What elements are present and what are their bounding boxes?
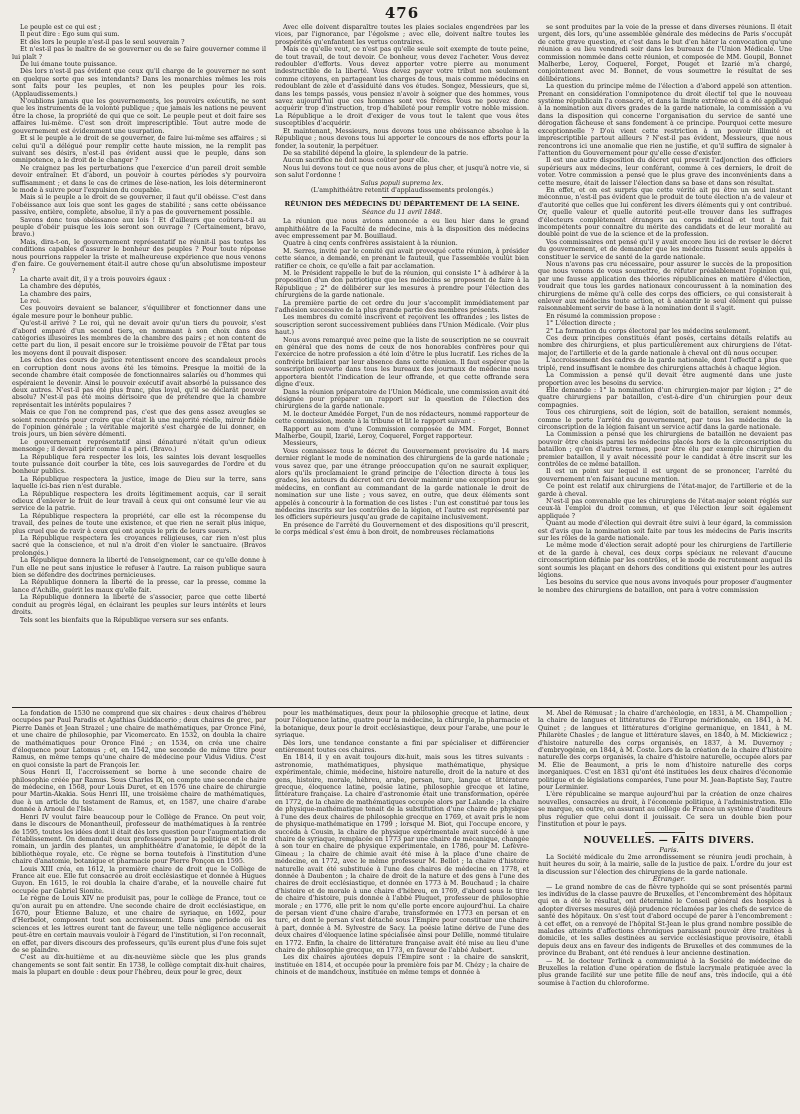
paragraph: se sont produites par la voie de la presse et dans diverses réunions. Il était urgent, dès lors, qu'une assemblée générale des médecins de Paris s'occupât de cette grave question, et c'est dans le but d'en hâter la convocation qu'une réunion a eu lieu vendredi soir dans les bureaux de l'Union Médicale. Une commission nommée dans cette réunion, et composée de MM. Goupil, Bonnet Malherbe, Leroy, Coquerel, Forget, Pouget et Izarié m'a chargé, conjointement avec M. Bonnet, de vous soumettre le résultat de ses délibérations. (538, 24, 792, 83)
paragraph: La République fera respecter les lois, les saintes lois devant lesquelles toute puissance doit courber la tête, ces lois sauvegardes de l'ordre et du bonheur publics. (12, 453, 266, 476)
paragraph: M. le Président rappelle le but de la réunion, qui consiste 1° à adhérer à la proposition d'un don patriotique que les médecins se proposent de faire à la République ; 2° de délibérer sur les mesures à prendre pour l'élection des chirurgiens de la garde nationale. (275, 270, 529, 300)
paragraph: Mais si le peuple a le droit de se gouverner, il faut qu'il obéisse. C'est dans l'obéissance aux lois que sont les gages de stabilité ; sans cette obéissance passive, entière, complète, absolue, il n'y a pas de gouvernement possible. (12, 194, 266, 217)
paragraph: La République respectera la propriété, car elle est la récompense du travail, des peines de toute une existence, et que rien ne serait plus inique, plus cruel que de ravir à ceux qui ont acquis le prix de leurs sueurs. (12, 512, 266, 535)
paragraph: La République donnera la liberté de l'enseignement, car ce qu'elle donne à l'un elle ne peut sans injustice le refuser à l'autre. La raison publique saura bien se défendre des doctrines pernicieuses. (12, 557, 266, 580)
paragraph: De sa stabilité dépend la gloire, la splendeur de la patrie. (283, 149, 469, 157)
divider (645, 832, 685, 833)
paragraph: pour les mathématiques, deux pour la philosophie grecque et latine, deux pour l'éloquence latine, quatre pour la médecine, la chirurgie, la pharmacie et la botanique, deux pour le droit ecclésiastique, deux pour l'arabe, une pour le syriaque. (275, 710, 529, 740)
top-section (12, 24, 792, 704)
paragraph: La chambre des députés, (20, 283, 101, 291)
paragraph: Ne craignez pas les perturbations que l'exercice d'un pareil droit semble devoir entraîner. Et d'abord, un pouvoir à courtes périodes s'y pourvoira suffisamment ; et dans le cas de crimes de lèse-nation, les lois détermineront le mode à suivre pour l'expulsion du coupable. (12, 164, 266, 194)
divider (382, 197, 422, 198)
paragraph: — M. le docteur Terlinck a communiqué à la Société de médecine de Bruxelles la relation d'une opération de fistule lacrymale pratiquée avec la plus grande facilité sur une petite fille de neuf ans, très indocile, qui a été soumise à l'action du chloroforme. (538, 957, 792, 987)
paragraph: Vos commissaires ont pensé qu'il y avait encore lieu ici de reviser le décret du gouvernement, et de demander que les médecins fussent seuls appelés à constituer le service de santé de la garde nationale. (538, 238, 792, 261)
paragraph: Et maintenant, Messieurs, nous devons tous une obéissance absolue à la République ; nous devons tous lui apporter le concours de nos efforts pour la fonder, la soutenir, la perpétuer. (275, 127, 529, 150)
paragraph: Nous avons remarqué avec peine que la liste de souscription ne se couvrait en général que des noms de ceux de nos honorables confrères pour qui l'exercice de notre profession a été loin d'être le plus lucratif. Les riches de la confrérie brillaient par leur absence dans cette réunion. Il faut espérer que la souscription ouverte dans tous les bureaux des journaux de médecine nous apportera bientôt l'indication de leur offrande, et que cette offrande sera digne d'eux. (275, 336, 529, 389)
paragraph: En présence de l'arrêté du Gouvernement et des dispositions qu'il prescrit, le corps médical s'est ému à bon droit, de nombreuses réclamations (275, 521, 529, 537)
paragraph: Mais, dira-t-on, le gouvernement représentatif ne réunit-il pas toutes les conditions capables d'assurer le bonheur des peuples ? Pour toute réponse nous pourrions rappeler la triste et malheureuse expérience que nous venons d'en faire. Ce gouvernement était-il autre chose qu'un absolutisme imposteur ? (12, 238, 266, 276)
paragraph: L'accroissement des cadres de la garde nationale, dont l'effectif a plus que triplé, rend insuffisant le nombre des chirurgiens attachés à chaque légion. (538, 357, 792, 372)
bottom-column-2 (275, 710, 529, 1114)
paragraph: La réunion que nous avions annoncée a eu lieu hier dans le grand amphithéâtre de la Faculté de médecine, mis à la disposition des médecins avec empressement par M. Bouillaud. (275, 218, 529, 240)
paragraph: Les membres du comité inscrivent et reçoivent les offrandes ; les listes de souscription seront successivement publiées dans l'Union Médicale. (Voir plus haut.) (275, 314, 529, 337)
paragraph: La Commission a pensé que les chirurgiens de bataillon ne devaient pas pouvoir être choisis parmi les médecins placés hors de la circonscription du bataillon ; qu'en d'autres termes, pour être élu par exemple chirurgien du premier bataillon, il y avait nécessité pour le candidat à être inscrit sur les contrôles de ce même bataillon. (538, 431, 792, 468)
paragraph: Les besoins du service que nous avons invoqués pour proposer d'augmenter le nombre des chirurgiens de bataillon, ont para à votre commission (538, 579, 792, 594)
paragraph: Les dix chaires ajoutées depuis l'Empire sont : la chaire de sanskrit, instituée en 1814, et occupée pour la première fois par M. Chézy ; la chaire de chinois et de mandchoux, instituée en même temps et donnée à (275, 954, 529, 977)
paragraph: La République respectera les droits légitimement acquis, car il serait odieux d'enlever le fruit de leur travail à ceux qui ont consumé leur vie au service de la patrie. (12, 490, 266, 513)
paragraph: M. Abel de Rémusat ; la chaire d'archéologie, en 1831, à M. Champollion ; la chaire de langues et littératures de l'Europe méridionale, en 1841, à M. Quinet ; de langues et littératures d'origine germanique, en 1841, à M. Philarète Chasles ; de langue et littérature slaves, en 1840, à M. Mickiewicz ; d'histoire naturelle des corps organisés, en 1837, à M. Duvernoy ; d'embryogénie, en 1844, à M. Coste. Lors de la création de la chaire d'histoire naturelle des corps organisés, la chaire d'histoire naturelle, occupée alors par M. Élie de Beaumont, a pris le nom d'histoire naturelle des corps inorganiques. C'est en 1831 qu'ont été instituées les deux chaires d'économie politique et de législations comparées, l'une pour M. Jean-Baptiste Say, l'autre pour Lerminier. (538, 710, 792, 792)
paragraph: De lui émane toute puissance. (20, 61, 118, 69)
paragraph: Le gouvernement représentatif ainsi dénaturé n'était qu'un odieux mensonge ; il devait périr comme il a péri. (Bravo.) (12, 438, 266, 454)
paragraph: Dès lors, une tendance constante a fini par spécialiser et différencier entièrement toutes ces chaires. (275, 739, 529, 755)
paragraph: Nous lui devons tout ce que nous avons de plus cher, et jusqu'à notre vie, si son salut l'ordonne ! (275, 164, 529, 180)
page-number: 476 (384, 4, 420, 22)
paragraph: 1° L'élection directe ; (546, 320, 616, 328)
paragraph: Aucun sacrifice ne doit nous coûter pour elle. (283, 157, 430, 165)
paragraph: N'oublions jamais que les gouvernements, les pouvoirs exécutifs, ne sont que les instruments de la volonté publique ; que jamais les nations ne peuvent être la chose, la propriété de qui que ce soit. Le peuple peut et doit faire ses affaires lui-même. C'est son droit imprescriptible. Tout autre mode de gouvernement est évidemment une usurpation. (12, 98, 266, 135)
paragraph: La République respectera les croyances religieuses, car rien n'est plus sacré que la conscience, et nul n'a droit d'en violer le sanctuaire. (Bravos prolongés.) (12, 535, 266, 557)
paragraph: Mais ce que l'on ne comprend pas, c'est que des gens assez aveugles se soient rencontrés pour croire que c'était là une majorité réelle, miroir fidèle de l'opinion générale ; la véritable majorité s'est chargée de lui donner, en trois jours, un bien sévère démenti. (12, 409, 266, 439)
paragraph: M. le docteur Amédée Forget, l'un de nos rédacteurs, nommé rapporteur de cette commission, monte à la tribune et lit le rapport suivant : (275, 410, 529, 426)
paragraph: Louis XIII créa, en 1612, la première chaire de droit que le Collège de France ait eue. Elle fut consacrée au droit ecclésiastique et donnée à Hugues Guyon. En 1615, le roi doubla la chaire d'arabe, et la nouvelle chaire fut occupée par Gabriel Sionite. (12, 865, 266, 895)
paragraph: Mais ce qu'elle veut, ce n'est pas qu'elle seule soit exempte de toute peine, de tout travail, de tout devoir. Ce bonheur, vous devez l'acheter. Vous devez redoubler d'efforts. Vous devez apporter votre pierre au monument indestructible de la liberté. Vous devez payer votre tribut non seulement comme citoyens, en partageant les charges de tous, mais comme médecins en redoublant de zèle et d'assiduité dans vos études. Songez, Messieurs, que si, dans les temps passés, vous pensiez n'avoir à soigner que des hommes, vous savez aujourd'hui que ces hommes sont vos frères. Vous ne pouvez donc acquérir trop d'instruction, trop d'habileté pour remplir votre noble mission. La République a le droit d'exiger de vous tout le talent que vous êtes susceptibles d'acquérir. (275, 46, 529, 128)
paragraph: Le peuple est ce qui est ; (20, 24, 101, 31)
paragraph: Elle demande : 1° la nomination d'un chirurgien-major par légion ; 2° de quatre chirurgiens par bataillon, c'est-à-dire d'un chirurgien pour deux compagnies. (538, 386, 792, 409)
paragraph: La République respectera la justice, image de Dieu sur la terre, sans laquelle ici-bas rien n'est durable. (12, 475, 266, 491)
paragraph: Et dès lors le peuple n'est-il pas le seul souverain ? (20, 38, 185, 46)
top-column-1 (12, 24, 266, 704)
paragraph: La question du principe même de l'élection a d'abord appelé son attention. Prenant en considération l'omnipotence du droit électif tel que le nouveau système républicain l'a consacré, et dans la limite extrême où il a été appliqué à la nomination aux divers grades de la garde nationale, la commission a vu dans la disposition qui concerne l'organisation du service de santé une dérogation fâcheuse et sans fondement à ce principe. Pourquoi cette mesure exceptionnelle ? D'où vient cette restriction à un pouvoir illimité et imprescriptible partout ailleurs ? N'est-il pas évident, Messieurs, que nous rencontrons ici une anomalie que rien ne justifie, et qu'il suffira de signaler à l'attention du Gouvernement pour qu'elle cesse d'exister. (538, 83, 792, 157)
paragraph: Quatre à cinq cents confrères assistaient à la réunion. (283, 240, 458, 248)
news-title: NOUVELLES. — FAITS DIVERS. (583, 835, 755, 846)
paragraph: Et n'est-il pas le maître de se gouverner ou de se faire gouverner comme il lui plaît ? (12, 46, 266, 61)
paragraph: La chambre des pairs, (20, 290, 92, 298)
paragraph: Ces deux principes constitués étant posés, certains détails relatifs au nombre des chirurgiens, et plus particulièrement aux chirurgiens de l'état-major, de l'artillerie et de la garde nationale à cheval ont dû nous occuper. (538, 335, 792, 357)
paragraph: Il peut dire : Ego sum qui sum. (20, 31, 120, 39)
paragraph: L'ère républicaine se marque aujourd'hui par la création de onze chaires nouvelles, consacrées au droit, à l'économie politique, à l'administration. Elle se marque, en outre, en assurant au collège de France un système d'auditeurs plus régulier que celui dont il jouissait. Ce sera un double bien pour l'institution et pour le pays. (538, 791, 792, 829)
meeting-date: Séance du 11 avril 1848. (361, 208, 443, 216)
paragraph: Ce point est relatif aux chirurgiens de l'état-major, de l'artillerie et de la garde à cheval. (538, 483, 792, 498)
paragraph: Nous n'avons pas cru nécessaire, pour assurer le succès de la proposition que nous venons de vous soumettre, de réfuter préalablement l'opinion qui, par une fausse application des théories républicaines en matière d'élection, voudrait que tous les gardes nationaux concourussent à la nomination des chirurgiens de même qu'à celle des corps des officiers, ce qui consisterait à enlever aux médecins toute action, et à anéantir le seul élément qui puisse raisonnablement servir de base à la nomination dont il s'agit. (538, 261, 792, 313)
paragraph: La première partie de cet ordre du jour s'accomplit immédiatement par l'adhésion successive de la plus grande partie des membres présents. (275, 299, 529, 315)
top-column-2 (275, 24, 529, 704)
paragraph: Le roi. (20, 298, 41, 306)
bottom-section (12, 710, 792, 1114)
paragraph: Tous ces chirurgiens, soit de légion, soit de bataillon, seraient nommés, comme le porte l'arrêté du gouvernement, par tous les médecins de la circonscription de la légion faisant un service actif dans la garde nationale. (538, 409, 792, 431)
paragraph: Les échos des cours de justice retentissent encore des scandaleux procès en corruption dont nous avons été les témoins. Presque la moitié de la seconde chambre était composée de fonctionnaires salariés ou d'hommes qui espéraient le devenir. Ainsi le pouvoir exécutif avait absorbé la puissance des deux autres. N'est-il pas été plus franc, plus loyal, qu'il se déclarât pouvoir absolu? N'est-il pas été moins dérisoire que de prétendre que la chambre représentait les intérêts populaires ? (12, 357, 266, 409)
paragraph: La République donnera la liberté de la presse, car la presse, comme la lance d'Achille, guérit les maux qu'elle fait. (12, 579, 266, 594)
paragraph: Dès lors n'est-il pas évident que ceux qu'il charge de le gouverner ne sont en quelque sorte que ses intendants? Dans les monarchies mêmes les rois sont faits pour les peuples, et non les peuples pour les rois. (Applaudissements.) (12, 68, 266, 98)
bottom-column-1 (12, 710, 266, 1114)
paragraph: La charte avait dit, il y a trois pouvoirs égaux : (20, 275, 171, 283)
paragraph: Le même mode d'élection serait adopté pour les chirurgiens de l'artillerie et de la garde à cheval, ces deux corps spéciaux ne relevant d'aucune circonscription définie par les contrôles, et le mode de recrutement auquel ils sont soumis les plaçant en dehors des conditions qui existent pour les autres légions. (538, 542, 792, 580)
paragraph: C'est au dix-huitième et au dix-neuvième siècle que les plus grands changements se sont fait sentir. En 1738, le collège comptait dix-huit chaires, mais la plupart en double : deux pour l'hébreu, deux pour le grec, deux (12, 954, 266, 977)
bottom-column-3 (538, 710, 792, 1114)
paragraph: Tels sont les bienfaits que la République versera sur ses enfants. (20, 616, 229, 624)
paragraph: Messieurs, (283, 440, 318, 448)
paragraph: Qu'est-il arrivé ? Le roi, qui ne devait avoir qu'un tiers du pouvoir, s'est d'abord emparé d'un second tiers, en nommant à son choix dans des catégories illusoires les membres de la chambre des pairs ; et non content de cette part du lion, il pesait encore sur le troisième pouvoir de l'État par tous les moyens dont il pouvait disposer. (12, 320, 266, 357)
paragraph: Il est un point sur lequel il est urgent de se prononcer, l'arrêté du gouvernement n'en faisant aucune mention. (538, 468, 792, 483)
motto: Salus populi suprema lex. (360, 179, 444, 187)
paragraph: Dans la réunion préparatoire de l'Union Médicale, une commission avait été désignée pour préparer un rapport sur la question de l'élection des chirurgiens de la garde nationale. (275, 388, 529, 411)
section-divider (12, 707, 792, 708)
paragraph: Henri IV voulut faire beaucoup pour le Collège de France. On peut voir, dans le discours de Monantheuil, professeur de mathématiques à la rentrée de 1595, toutes les idées dont il était dès lors question pour l'augmentation de l'établissement. On demandait deux professeurs pour la politique et le droit romain, un jardin des plantes, un amphithéâtre d'anatomie, le dépôt de la bibliothèque royale, etc. Ce règne se borna toutefois à l'institution d'une chaire d'anatomie, botanique et pharmacie pour Pierre Ponçon en 1595. (12, 813, 266, 866)
paragraph: — Le grand nombre de cas de fièvre typhoïde qui se sont présentés parmi les individus de la classe pauvre de Bruxelles, et l'encombrement des hôpitaux qui en a été le résultat, ont déterminé le Conseil général des hospices à adopter diverses mesures déjà prudence réclamées par les chefs de service de santé des hôpitaux. On s'est tout d'abord occupé de parer à l'encombrement : à cet effet, on a renvoyé de l'hôpital St-Jean le plus grand nombre possible de malades atteints d'affections chroniques paraissant pouvoir être traitées à domicile, et les salles destinées au service ecclésiastique provisoire, établi depuis deux ans en faveur des indigents de Bruxelles et des communes de la province du Brabant, ont été rendues à leur ancienne destination. (538, 883, 792, 958)
paragraph: La fondation de 1530 ne comprend que six chaires : deux chaires d'hébreu occupées par Paul Paradis et Agathias Guiddacerio ; deux chaires de grec, par Pierre Danès et Jean Strazel ; une chaire de mathématiques, par Oronce Finé, et une chaire de philosophie, par Vicomercato. En 1532, on doubla la chaire de mathématiques pour Oronce Finé ; en 1534, on créa une chaire d'éloquence pour Latomus ; et, en 1542, une seconde de même titre pour Ramus, en même temps qu'une chaire de médecine pour Vidus Vidius. C'est en quoi consiste la part de François Ier. (12, 710, 266, 769)
paragraph: Vous connaissez tous le décret du Gouvernement provisoire du 14 mars dernier réglant le mode de nomination des chirurgiens de la garde nationale ; vous savez que, par une étrange préoccupation qu'on ne saurait expliquer, alors qu'ils proclamaient le grand principe de l'élection directe à tous les grades, les auteurs du décret ont cru devoir maintenir une exception pour les médecins, en confiant au commandant de la garde nationale le droit de nomination sur une liste ; vous savez, en outre, que deux éléments sont appelés à concourir à la formation de ces listes : l'un est constitué par tous les médecins inscrits sur les contrôles de la légion, et l'autre est représenté par les officiers supérieurs jusqu'au grade de capitaine inclusivement. (275, 447, 529, 522)
paragraph: En résumé la commission propose : (546, 312, 661, 320)
paragraph: Ces pouvoirs devaient se balancer, s'équilibrer et fonctionner dans une égale mesure pour le bonheur public. (12, 305, 266, 320)
paragraph: La Commission a pensé qu'il devait être augmenté dans une juste proportion avec les besoins du service. (538, 372, 792, 387)
paragraph: Et si le peuple a le droit de se gouverner, de faire lui-même ses affaires ; si celui qu'il a délégué pour remplir cette haute mission, ne la remplit pas suivant ses désirs, n'est-il pas évident aussi que le peuple, dans son omnipotence, a le droit de le changer ? (12, 135, 266, 165)
paragraph: N'est-il pas convenable que les chirurgiens de l'état-major soient réglés sur ceux-là l'emploi du droit commun, et que l'élection leur soit également appliquée ? (538, 498, 792, 520)
paragraph: Avec elle doivent disparaître toutes les plaies sociales engendrées par les vices, par l'ignorance, par l'égoïsme ; avec elle, doivent naître toutes les prospérités qu'enfantent les vertus contraires. (275, 24, 529, 46)
paragraph: En effet, et on est surpris que cette vérité ait pu être un seul instant méconnue, n'est-il pas évident que le produit de toute élection n'a de valeur et d'autorité que celles que lui confèrent les divers éléments qui y ont contribué. Or, quelle valeur et quelle autorité peut-elle trouver dans les suffrages d'électeurs complètement étrangers au corps médical et tout à fait incompétents pour connaître du mérite des candidats et de leur moralité au double point de vue de la science et de la profession. (538, 186, 792, 239)
paris-label: Paris. (659, 845, 679, 854)
paragraph: En 1814, il y en avait toujours dix-huit, mais sous les titres suivants : astronomie, mathématiques, physique mathématique, physique expérimentale, chimie, médecine, histoire naturelle, droit de la nature et des gens, histoire, morale, hébreu, arabe, persan, turc, langue et littérature grecque, éloquence latine, poésie latine, philosophie grecque et latine, littérature française. La chaire d'astronomie était une transformation, opérée en 1772, de la chaire de mathématiques occupée alors par Lalande ; la chaire de physique-mathématique tenait de la substitution d'une chaire de physique à l'une des deux chaires de philosophie grecque en 1769, et avait pris le nom de physique-mathématique en 1799 ; lorsque M. Biot, qui l'occupe encore, y succéda à Cousin, la chaire de physique expérimentale avait succédé à une chaire de syriaque, remplacée en 1773 par une chaire de mécanique, changée à son tour en chaire de physique expérimentale, en 1786, pour M. Lefèvre-Gineau ; la chaire de chimie avait été mise à la place d'une chaire de médecine, en 1772, avec le même professeur M. Bellot ; la chaire d'histoire naturelle avait été substituée à l'une des chaires de médecine en 1778, et donnée à Daubenton ; la chaire de droit de la nature et des gens à l'une des chaires de droit ecclésiastique, et donnée en 1773 à M. Bouchaud ; la chaire d'histoire et de morale à une chaire d'hébreu, en 1769, d'abord sous le titre de chaire d'histoire, puis donnée à l'abbé Pluquet, professeur de philosophie morale ; en 1776, elle prit le nom qu'elle porte encore aujourd'hui. La chaire de persan vient d'une chaire d'arabe, transformée en 1773 en persan et en turc, et dont le persan s'est détaché sous l'Empire pour constituer une chaire à part, donnée à M. Sylvestre de Sacy. La poésie latine dérive de l'une des deux chaires d'éloquence latine spécialisée ainsi pour Delille, nommé titulaire en 1772. Enfin, la chaire de littérature française avait été mise au lieu d'une chaire de philosophie grecque, en 1773, en faveur de l'abbé Aubert. (275, 754, 529, 954)
paragraph: Il est une autre disposition du décret qui prescrit l'adjonction des officiers supérieurs aux médecins, leur conférant, comme à ces derniers, le droit de voter. Votre commission a pensé que le plus grave des inconvénients dans a cette mesure, était de laisser l'élection dans sa base et dans son résultat. (538, 157, 792, 187)
foreign-label: Étranger. (652, 875, 686, 884)
meeting-title: RÉUNION DES MÉDECINS DU DÉPARTEMENT DE LA SEINE. (284, 200, 520, 209)
top-column-3 (538, 24, 792, 704)
paragraph: Sous Henri II, l'accroissement se borne à une seconde chaire de philosophie créée par Ramus. Sous Charles IX, on compte une seconde chaire de médecine, en 1568, pour Louis Duret, et en 1576 une chaire de chirurgie pour Martin-Akakia. Sous Henri III, une troisième chaire de mathématiques, due à un article du testament de Ramus, et, en 1587, une chaire d'arabe donnée à Arnoul de l'Isle. (12, 769, 266, 814)
paragraph: M. Serres, invité par le comité qui avait provoqué cette réunion, à présider cette séance, a demandé, en prenant le fauteuil, que l'assemblée voulût bien ratifier ce choix, ce qu'elle a fait par acclamation. (275, 247, 529, 270)
applause-note: (L'amphithéâtre retentit d'applaudissements prolongés.) (310, 186, 494, 194)
paragraph: Rapport au nom d'une Commission composée de MM. Forget, Bonnet Malherbe, Goupil, Izarié, Leroy, Coquerel, Forget rapporteur. (275, 425, 529, 440)
paragraph: Savons donc tous obéissance aux lois ! Et d'ailleurs que coûtera-t-il au peuple d'obéir puisque les lois seront son ouvrage ? (Certainement, bravo, bravo.) (12, 216, 266, 239)
paragraph: La République donnera la liberté de s'associer, parce que cette liberté conduit au progrès légal, en éclairant les peuples sur leurs intérêts et leurs droits. (12, 594, 266, 617)
paragraph: Le règne de Louis XIV ne produisit pas, pour le collège de France, tout ce qu'on aurait pu en attendre. Une seconde chaire de droit ecclésiastique, en 1670, pour Étienne Baluze, et une chaire de syriaque, en 1692, pour d'Herbelot, composent tout son accroissement. Dans une période où les sciences et les lettres eurent tant de faveur, une telle négligence accuserait peut-être en certain mauvais vouloir à l'égard de l'institution, si l'on reconnaît, en effet, par divers discours des professeurs, qu'ils eurent plus d'une fois sujet de se plaindre. (12, 895, 266, 954)
paragraph: Quant au mode d'élection qui devrait être suivi à leur égard, la commission est d'avis que la nomination soit faite par tous les médecins de Paris inscrits sur les rôles de la garde nationale. (538, 520, 792, 543)
paris-text: La Société médicale du 2me arrondissement se réunira jeudi prochain, à huit heures du soir, à la mairie, salle de la justice de paix. L'ordre du jour est la discussion sur l'élection des chirurgiens de la garde nationale. (538, 853, 792, 876)
paragraph: 2° La formation du corps électoral par les médecins seulement. (546, 327, 751, 335)
